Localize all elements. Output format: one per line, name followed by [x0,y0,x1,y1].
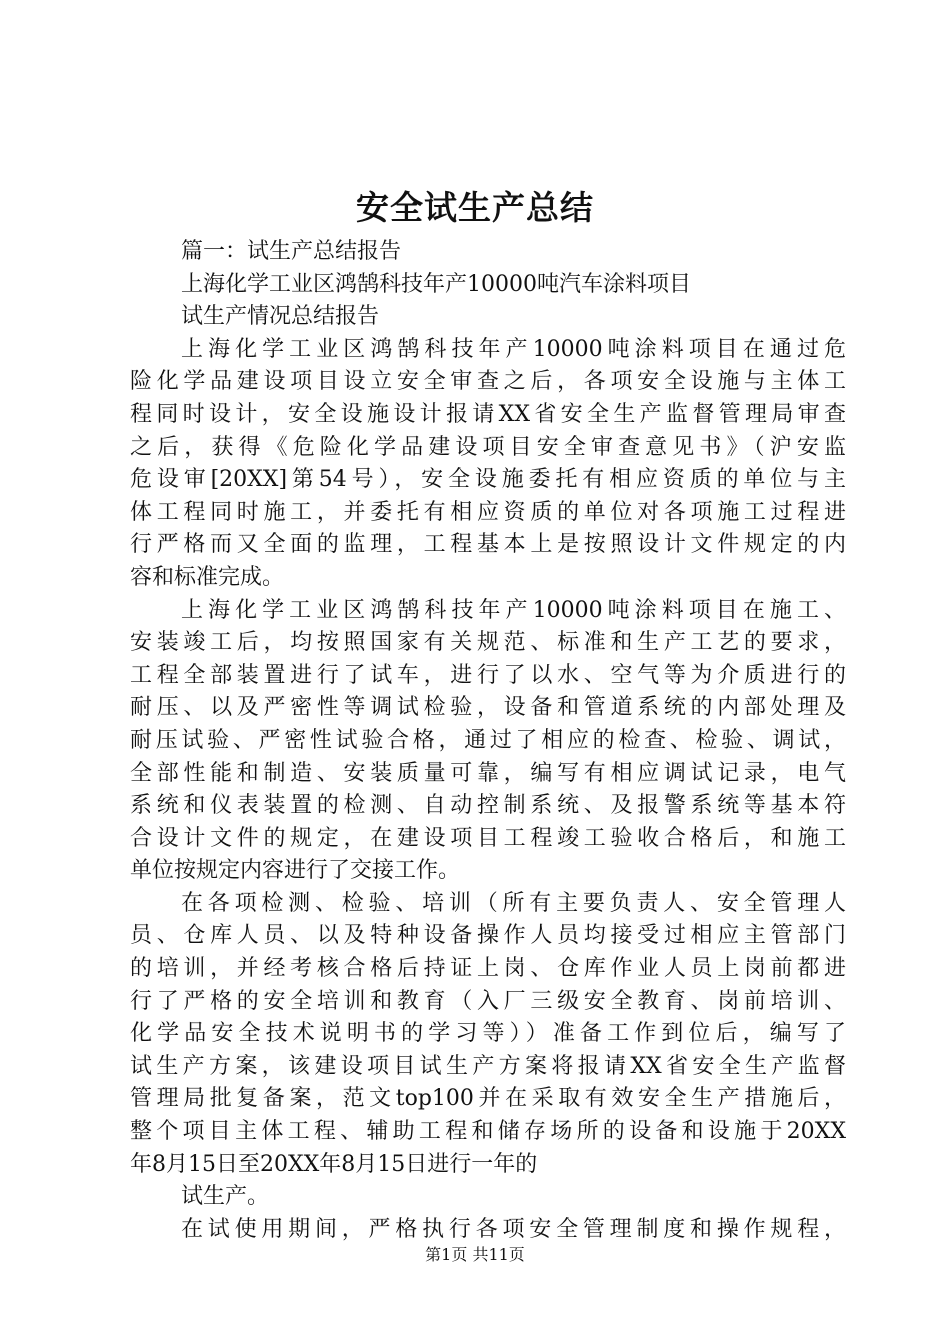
document-title: 安全试生产总结 [356,188,594,227]
text-line: 试生产方案，该建设项目试生产方案将报请XX省安全生产监督 [130,1053,846,1079]
text-line: 行严格而又全面的监理，工程基本上是按照设计文件规定的内 [130,532,846,558]
text-line: 年8月15日至20XX年8月15日进行一年的 [130,1151,538,1177]
text-line: 耐压、以及严密性等调试检验，设备和管道系统的内部处理及 [130,695,846,721]
text-line: 程同时设计，安全设施设计报请XX省安全生产监督管理局审查 [130,401,846,427]
text-line: 员、仓库人员、以及特种设备操作人员均接受过相应主管部门 [130,923,846,949]
text-line: 体工程同时施工，并委托有相应资质的单位对各项施工过程进 [130,499,846,525]
text-line: 耐压试验、严密性试验合格，通过了相应的检查、检验、调试， [130,727,846,753]
text-line: 管理局批复备案，范文top100并在采取有效安全生产措施后， [130,1086,846,1112]
text-line: 单位按规定内容进行了交接工作。 [130,858,461,884]
text-line: 工程全部装置进行了试车，进行了以水、空气等为介质进行的 [130,662,846,688]
document-body [130,236,846,1246]
text-line: 上海化学工业区鸿鹄科技年产10000吨汽车涂料项目 [181,271,691,297]
text-line: 安装竣工后，均按照国家有关规范、标准和生产工艺的要求， [130,630,846,656]
text-line: 在试使用期间，严格执行各项安全管理制度和操作规程， [181,1216,846,1242]
text-line: 容和标准完成。 [130,564,285,590]
text-line: 在各项检测、检验、培训（所有主要负责人、安全管理人 [181,890,846,916]
text-line: 险化学品建设项目设立安全审查之后，各项安全设施与主体工 [130,369,846,395]
text-line: 的培训，并经考核合格后持证上岗、仓库作业人员上岗前都进 [130,956,846,982]
text-line: 试生产情况总结报告 [181,304,380,330]
text-line: 危设审[20XX]第54号），安全设施委托有相应资质的单位与主 [130,467,846,493]
text-line: 整个项目主体工程、辅助工程和储存场所的设备和设施于20XX [130,1119,846,1145]
text-line: 合设计文件的规定，在建设项目工程竣工验收合格后，和施工 [130,825,846,851]
text-line: 篇一：试生产总结报告 [181,239,402,264]
text-line: 上海化学工业区鸿鹄科技年产10000吨涂料项目在施工、 [181,597,846,623]
text-line: 系统和仪表装置的检测、自动控制系统、及报警系统等基本符 [130,793,846,819]
text-line: 全部性能和制造、安装质量可靠，编写有相应调试记录，电气 [130,760,846,786]
text-line: 行了严格的安全培训和教育（入厂三级安全教育、岗前培训、 [130,988,846,1014]
text-line: 上海化学工业区鸿鹄科技年产10000吨涂料项目在通过危 [181,336,846,362]
text-line: 化学品安全技术说明书的学习等））准备工作到位后，编写了 [130,1021,846,1047]
text-line: 试生产。 [181,1184,270,1210]
page-footer: 第1页 共11页 [425,1245,525,1264]
text-line: 之后，获得《危险化学品建设项目安全审查意见书》（沪安监 [130,434,846,460]
